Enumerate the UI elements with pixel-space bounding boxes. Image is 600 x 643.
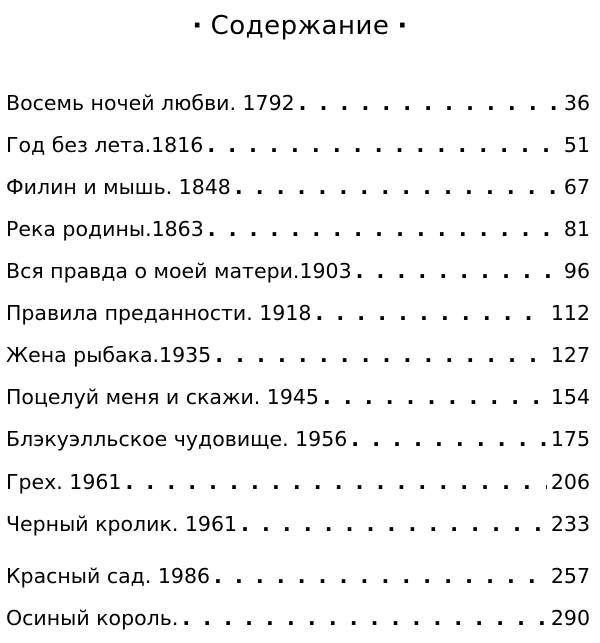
toc-entry <box>6 467 590 497</box>
toc-entry <box>6 214 590 244</box>
toc-dot-leader <box>356 256 560 286</box>
toc-entry-title: Красный сад. 1986 <box>6 564 211 588</box>
toc-entry-title: Филин и мышь. 1848 <box>6 175 231 199</box>
toc-entry-title: Восемь ночей любви. 1792 <box>6 91 295 115</box>
toc-entry-page: 233 <box>550 512 590 536</box>
toc-dot-leader <box>299 88 560 118</box>
toc-entry <box>6 340 590 370</box>
toc-dot-leader <box>241 509 547 539</box>
toc-entry <box>6 603 590 633</box>
toc-entry-page: 206 <box>550 470 590 494</box>
title-text: Содержание <box>210 11 390 41</box>
toc-entry <box>6 172 590 202</box>
toc-dot-leader <box>182 603 547 633</box>
toc-entry-page: 154 <box>550 385 590 409</box>
toc-dot-leader <box>207 130 560 160</box>
toc-entry <box>6 382 590 412</box>
toc-dot-leader <box>208 214 560 244</box>
toc-dot-leader <box>214 561 547 591</box>
toc-entry-page: 112 <box>550 301 590 325</box>
toc-entry <box>6 424 590 454</box>
toc-entry-page: 175 <box>550 427 590 451</box>
toc-dot-leader <box>215 340 547 370</box>
toc-entry-title: Блэкуэлльское чудовище. 1956 <box>6 427 348 451</box>
toc-entry-title: Жена рыбака.1935 <box>6 343 212 367</box>
toc-dot-leader <box>323 382 547 412</box>
toc-entry-page: 96 <box>563 259 590 283</box>
title-ornament-right: · <box>397 11 408 41</box>
toc-entry-page: 290 <box>550 606 590 630</box>
page-title <box>0 8 600 44</box>
toc-entry-page: 81 <box>563 217 590 241</box>
toc-entry <box>6 298 590 328</box>
toc-entry-title: Вся правда о моей матери.1903 <box>6 259 352 283</box>
toc-entry-title: Поцелуй меня и скажи. 1945 <box>6 385 319 409</box>
toc-entry-title: Черный кролик. 1961 <box>6 512 238 536</box>
toc-dot-leader <box>351 424 547 454</box>
title-ornament-left: · <box>192 11 203 41</box>
toc-entry-title: Правила преданности. 1918 <box>6 301 312 325</box>
toc-dot-leader <box>125 467 546 497</box>
toc-entry-page: 67 <box>563 175 590 199</box>
toc-dot-leader <box>235 172 560 202</box>
toc-entry-page: 51 <box>563 133 590 157</box>
toc-entry-title: Река родины.1863 <box>6 217 204 241</box>
toc-entry-page: 257 <box>550 564 590 588</box>
toc-entry <box>6 88 590 118</box>
toc-entry-title: Осиный король. <box>6 606 179 630</box>
toc-entry <box>6 509 590 539</box>
toc-entry-page: 36 <box>563 91 590 115</box>
toc-entry <box>6 561 590 591</box>
toc-dot-leader <box>315 298 546 328</box>
toc-entry-title: Год без лета.1816 <box>6 133 204 157</box>
toc-entry-page: 127 <box>550 343 590 367</box>
toc-entry <box>6 130 590 160</box>
toc-entry <box>6 256 590 286</box>
toc-entry-title: Грех. 1961 <box>6 470 122 494</box>
